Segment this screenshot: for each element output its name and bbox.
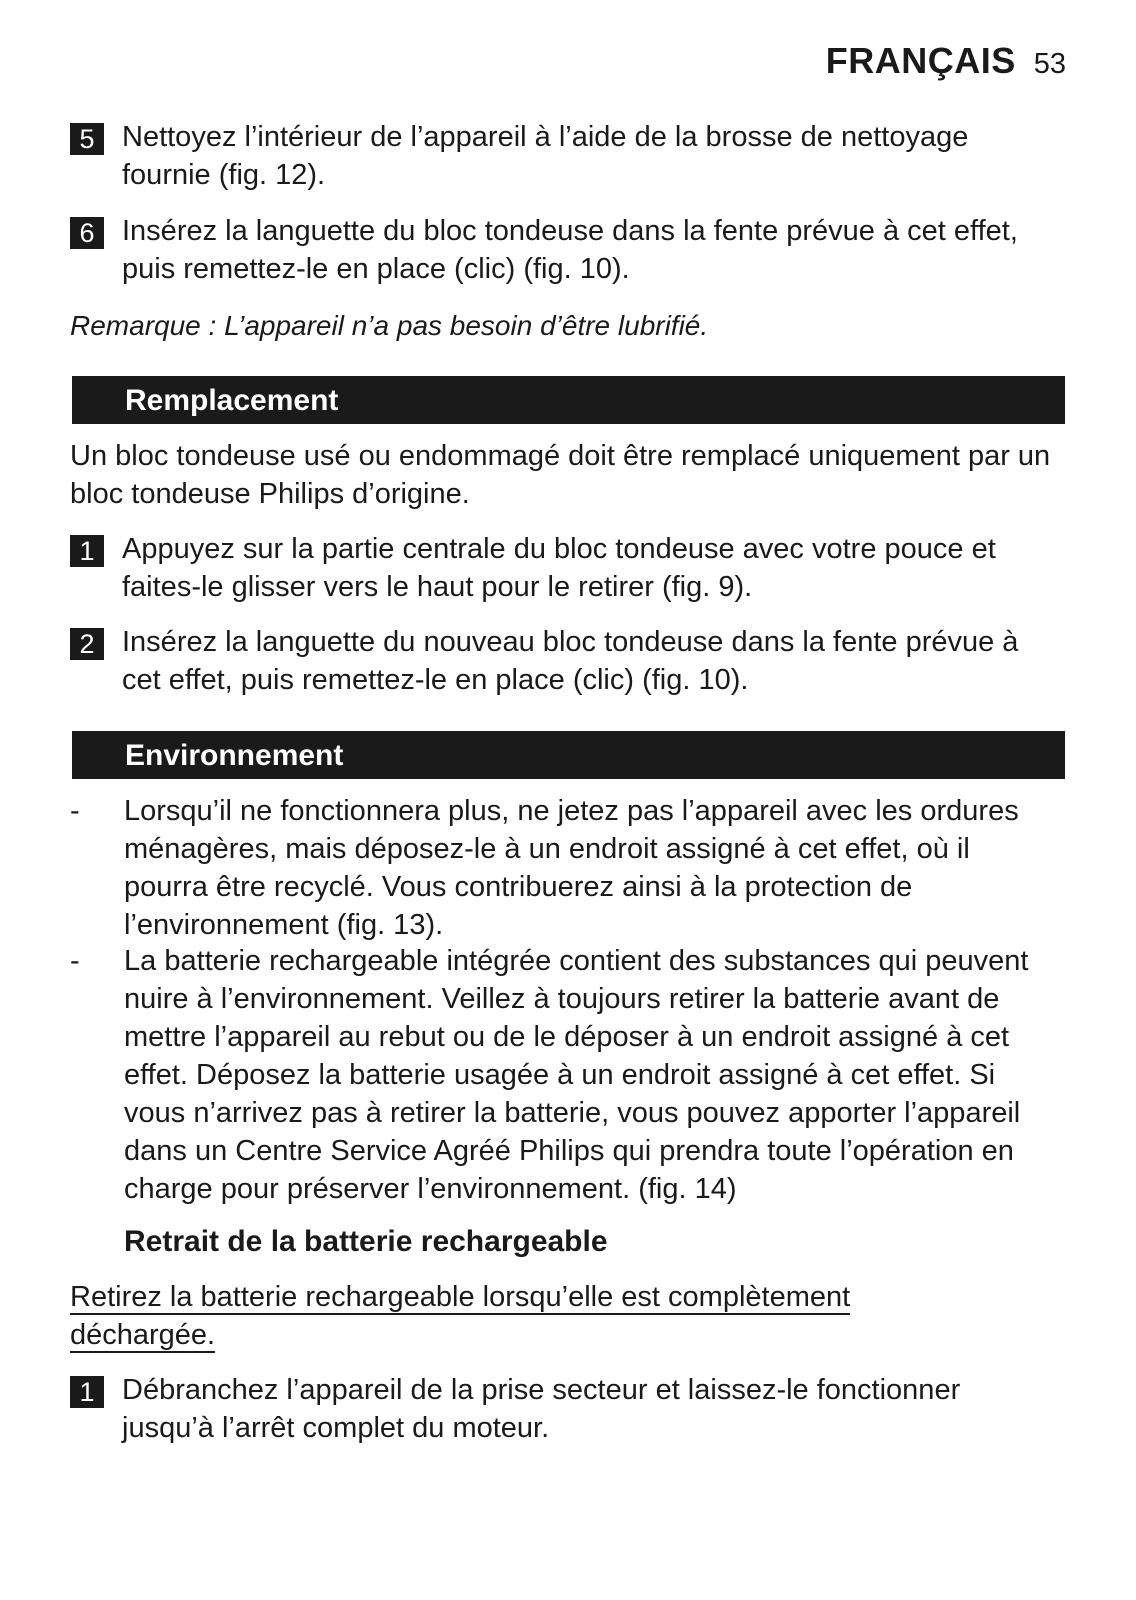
language-label: FRANÇAIS — [825, 40, 1016, 81]
step-text: Insérez la languette du nouveau bloc tondeuse dans la fente prévue à cet effet, puis remettez-le en place (clic) (fig. 10). — [122, 626, 1019, 696]
page-number: 53 — [1033, 48, 1066, 80]
section-heading-replacement — [72, 376, 1065, 424]
note-lubrication: Remarque : L’appareil n’a pas besoin d’être lubrifié. — [70, 310, 709, 341]
step-text: Appuyez sur la partie centrale du bloc tondeuse avec votre pouce et faites-le glisser vers le haut pour le retirer (fig. 9). — [122, 533, 996, 603]
replacement-intro: Un bloc tondeuse usé ou endommagé doit être remplacé uniquement par un bloc tondeuse Philips d’origine. — [70, 440, 1051, 510]
section-heading-environment — [72, 731, 1065, 779]
step-text: Nettoyez l’intérieur de l’appareil à l’aide de la brosse de nettoyage fournie (fig. 12). — [122, 121, 969, 191]
battery-removal-subheading: Retrait de la batterie rechargeable — [124, 1225, 608, 1258]
step-number-badge: 2 — [70, 628, 104, 660]
step-5 — [70, 118, 1065, 194]
section-title: Environnement — [125, 739, 344, 772]
replacement-step-2 — [70, 623, 1065, 699]
bullet-text: La batterie rechargeable intégrée contient des substances qui peuvent nuire à l’environnement. Veillez à toujours retirer la batterie avant de mettre l’appareil au rebut ou de le déposer à un endroit assigné à cet effet. Déposez la batterie usagée à un endroit assigné à cet effet. Si vous n’arrivez pas à retirer la batterie, vous pouvez apporter l’appareil dans un Centre Service Agréé Philips qui prendra toute l’opération en charge pour préserver l’environnement. (fig. 14) — [124, 945, 1029, 1205]
underlined-text: Retirez la batterie rechargeable lorsqu’elle est complètement déchargée. — [70, 1281, 851, 1351]
page-header — [826, 40, 1066, 82]
section-title: Remplacement — [125, 384, 339, 417]
step-text: Débranchez l’appareil de la prise secteur et laissez-le fonctionner jusqu’à l’arrêt complet du moteur. — [122, 1374, 961, 1444]
environment-bullet-1 — [70, 792, 1070, 944]
step-number-badge: 5 — [70, 123, 104, 155]
step-number-badge: 1 — [70, 535, 104, 567]
bullet-text: Lorsqu’il ne fonctionnera plus, ne jetez pas l’appareil avec les ordures ménagères, mais déposez-le à un endroit assigné à cet effet, où il pourra être recyclé. Vous contribuerez ainsi à la protection de l’environnement (fig. 13). — [124, 795, 1019, 941]
bullet-dash: - — [70, 795, 80, 827]
environment-bullet-2 — [70, 942, 1070, 1208]
battery-step-1 — [70, 1371, 1065, 1447]
step-text: Insérez la languette du bloc tondeuse dans la fente prévue à cet effet, puis remettez-le en place (clic) (fig. 10). — [122, 215, 1018, 285]
step-number-badge: 1 — [70, 1376, 104, 1408]
replacement-step-1 — [70, 530, 1065, 606]
bullet-dash: - — [70, 945, 80, 977]
step-number-badge: 6 — [70, 217, 104, 249]
battery-removal-instruction — [70, 1278, 920, 1354]
step-6 — [70, 212, 1065, 288]
